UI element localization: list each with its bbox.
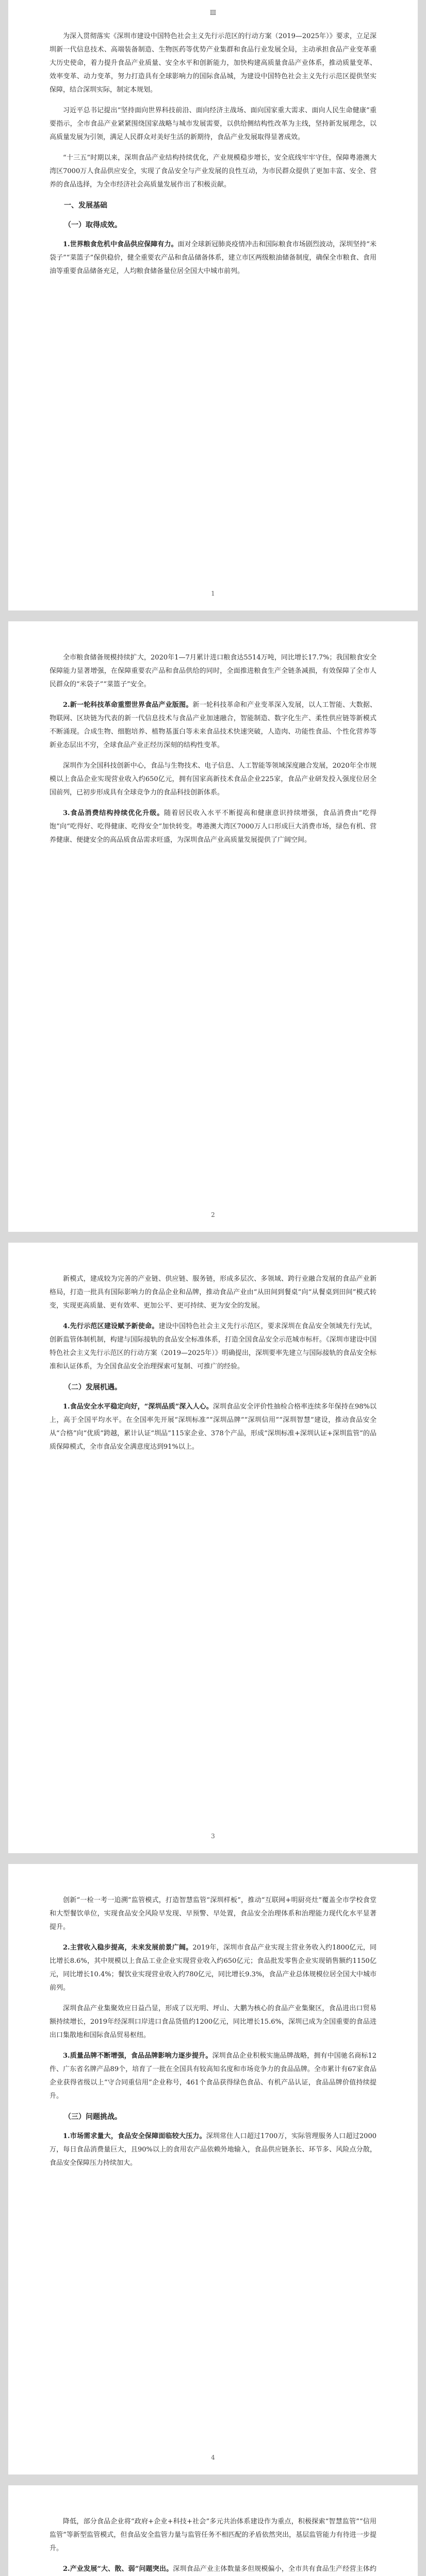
subsection-title-achievements: （一）取得成效。 <box>64 221 122 229</box>
paragraph-4d <box>50 2049 376 2103</box>
paragraph-3c-body: 深圳食品安全评价性抽检合格率连续多年保持在98%以上，高于全国平均水平。在全国率先开展“深圳标准”“深圳品牌”“深圳信用”“深圳智慧”建设，推动食品安全从“合格”向“优质”跨越，累计认证“圳品”115家企业、378个产品，形成“深圳标准+深圳认证+深圳监管”的品质保障模式，全市食品安全满意度达到91%以上。 <box>50 1403 376 1451</box>
paragraph-1b: “十三五”时期以来，深圳食品产业结构持续优化，产业规模稳步增长，安全底线牢牢守住，保障粤港澳大湾区7000万人食品供应安全，实现了食品安全与产业发展的良性互动，为市民群众提供了更加丰富、安全、营养的食品选择，为全市经济社会高质量发展作出了积极贡献。 <box>50 154 376 189</box>
document-page-3 <box>8 1243 418 1853</box>
paragraph-2a: 全市粮食储备规模持续扩大，2020年1—7月累计进口粮食达5514万吨，同比增长17.7%；我国粮食安全保障能力显著增强，在保障重要农产品和食品供给的同时，全面推进粮食生产全链条减损，有效保障了全市人民群众的“米袋子”“菜篮子”安全。 <box>50 654 376 688</box>
paragraph-3a: 新模式，建成较为完善的产业链、供应链、服务链，形成多层次、多领域、跨行业融合发展的食品产业新格局，打造一批具有国际影响力的食品企业和品牌，推动食品产业由“从田间到餐桌”向“从餐桌到田间”模式转变，实现更高质量、更有效率、更加公平、更可持续、更为安全的发展。 <box>50 1275 376 1310</box>
paragraph-3b <box>50 1320 376 1374</box>
paragraph-1c <box>50 238 376 278</box>
paragraph-2b <box>50 699 376 752</box>
paragraph-4e-body: 深圳常住人口超过1700万，实际管理服务人口超过2000万，每日食品消费量巨大，且90%以上的食用农产品依赖外地输入，食品供应链条长、环节多、风险点分散，食品安全保障压力持续加大。 <box>50 2132 376 2167</box>
paragraph-5a: 降低，部分食品企业将“政府+企业+科技+社会”多元共治体系建设作为重点，积极探索“智慧监管”“信用监管”等新型监管模式，但食品安全监管力量与监管任务不相匹配的矛盾依然突出，基层监管能力有待进一步提升。 <box>50 2518 376 2552</box>
page-number-2: 2 <box>211 1211 215 1218</box>
page-number-4: 4 <box>211 2454 215 2461</box>
paragraph-4a: 创新“一检一考一追溯”监管模式，打造智慧监管“深圳样板”，推动“互联网+明厨亮灶”覆盖全市学校食堂和大型餐饮单位，实现食品安全风险早发现、早预警、早处置，食品安全治理体系和治理能力现代化水平显著提升。 <box>50 1896 376 1931</box>
subsection-title-opportunities: （二）发展机遇。 <box>64 1383 122 1392</box>
page-number-1: 1 <box>211 590 215 597</box>
document-page-1 <box>8 0 418 611</box>
document-page-2 <box>8 621 418 1232</box>
paragraph-4b-lead: 2.主营收入稳步提高，未来发展前景广阔。 <box>63 1944 193 1952</box>
page-number-3: 3 <box>211 1833 215 1840</box>
paragraph-4e <box>50 2130 376 2170</box>
paragraph-4e-lead: 1.市场需求量大，食品安全保障面临较大压力。 <box>63 2132 206 2140</box>
document-page-5 <box>8 2485 418 2576</box>
paragraph-3c-lead: 1.食品安全水平稳定向好，“深圳品质”深入人心。 <box>63 1403 213 1411</box>
paragraph-1c-lead: 1.世界粮食危机中食品供应保障有力。 <box>63 241 178 248</box>
subsection-title-challenges: （三）问题挑战。 <box>64 2113 122 2121</box>
paragraph-4d-body: 深圳食品企业积极实施品牌战略，拥有中国驰名商标12件、广东省名牌产品89个，培育了一批在全国具有较高知名度和市场竞争力的食品品牌。全市累计有67家食品企业获得省级以上“守合同重信用”企业称号，461个食品获得绿色食品、有机产品认证，食品品牌价值持续提升。 <box>50 2052 376 2100</box>
paragraph-2d-lead: 3.食品消费结构持续优化升级。 <box>63 809 165 817</box>
paragraph-1c-body: 面对全球新冠肺炎疫情冲击和国际粮食市场剧烈波动，深圳坚持“米袋子”“菜篮子”保供稳价，健全重要农产品和食品储备体系，建立市区两级粮油储备制度，确保全市粮食、食用油等重要食品储备充足，人均粮食储备量位居全国大中城市前列。 <box>50 241 376 275</box>
paragraph-4b-body: 2019年，深圳市食品产业实现主营业务收入约1800亿元，同比增长8.6%，其中规模以上食品工业企业实现营业收入约650亿元；食品批发零售企业实现销售额约1150亿元，同比增长10.4%；餐饮业实现营业收入约780亿元，同比增长9.3%，食品产业总体规模位居全国大中城市前列。 <box>50 1944 376 1992</box>
paragraph-2b-lead: 2.新一轮科技革命重塑世界食品产业版图。 <box>63 701 193 709</box>
paragraph-5b <box>50 2563 376 2576</box>
paragraph-5b-body: 深圳食品产业主体数量多但规模偏小，全市共有食品生产经营主体约 <box>173 2565 376 2573</box>
paragraph-3b-body: 建设中国特色社会主义先行示范区，要求深圳在食品安全领域先行先试，创新监管体制机制，构建与国际接轨的食品安全标准体系，打造全国食品安全示范城市标杆。《深圳市建设中国特色社会主义先行示范区的行动方案（2019—2025年）》明确提出，深圳要率先建立与国际接轨的食品安全标准和认证体系，为全国食品安全治理探索可复制、可推广的经验。 <box>50 1323 376 1370</box>
paragraph-4c: 深圳食品产业集聚效应日益凸显，形成了以光明、坪山、大鹏为核心的食品产业集聚区，食品进出口贸易额持续增长，2019年经深圳口岸进口食品货值约1200亿元，同比增长15.6%，深圳已成为全国重要的食品进出口集散地和国际食品贸易枢纽。 <box>50 2005 376 2039</box>
document-page-4 <box>8 1864 418 2475</box>
paragraph-2b-body: 新一轮科技革命和产业变革深入发展，以人工智能、大数据、物联网、区块链为代表的新一代信息技术与食品产业加速融合，智能制造、数字化生产、柔性供应链等新模式不断涌现。合成生物、细胞培养、植物基蛋白等未来食品技术快速突破，人造肉、功能性食品、个性化营养等新业态层出不穷，全球食品产业正经历深刻的结构性变革。 <box>50 701 376 749</box>
roman-page-number: Ⅲ <box>209 9 217 17</box>
paragraph-1a: 习近平总书记提出“坚持面向世界科技前沿、面向经济主战场、面向国家重大需求、面向人民生命健康”重要指示，全市食品产业紧紧围绕国家战略与城市发展需要，以供给侧结构性改革为主线，坚持新发展理念，以高质量发展为引领，满足人民群众对美好生活的新期待，食品产业发展取得显著成效。 <box>50 107 376 141</box>
paragraph-3c <box>50 1400 376 1454</box>
paragraph-4d-lead: 3.质量品牌不断增强，食品品牌影响力逐步提升。 <box>63 2052 212 2060</box>
intro-paragraph: 为深入贯彻落实《深圳市建设中国特色社会主义先行示范区的行动方案（2019—2025年）》要求，立足深圳新一代信息技术、高端装备制造、生物医药等优势产业集群和食品行业发展全局，主动承担食品产业变革重大历史使命，着力提升食品产业质量、安全水平和创新能力，加快构建高质量食品产业体系，推动质量变革、效率变革、动力变革，努力打造具有全球影响力的国际食品城，为建设中国特色社会主义先行示范区提供坚实保障，结合深圳实际，制定本规划。 <box>50 32 376 94</box>
paragraph-2c: 深圳作为全国科技创新中心，食品与生物技术、电子信息、人工智能等领域深度融合发展，2020年全市规模以上食品企业实现营业收入约650亿元，拥有国家高新技术食品企业225家，食品产业研发投入强度位居全国前列，已初步形成具有全球竞争力的食品科技创新体系。 <box>50 762 376 796</box>
section-title-development-basis: 一、发展基础 <box>64 201 107 210</box>
paragraph-5b-lead: 2.产业发展“大、散、弱”问题突出。 <box>63 2565 173 2573</box>
paragraph-2d-body: 随着居民收入水平不断提高和健康意识持续增强，食品消费由“吃得饱”向“吃得好、吃得健康、吃得安全”加快转变。粤港澳大湾区7000万人口形成巨大消费市场，绿色有机、营养健康、便捷安全的高品质食品需求旺盛，为深圳食品产业高质量发展提供了广阔空间。 <box>50 809 376 844</box>
paragraph-4b <box>50 1941 376 1995</box>
paragraph-3b-lead: 4.先行示范区建设赋予新使命。 <box>63 1323 159 1330</box>
paragraph-2d <box>50 807 376 847</box>
